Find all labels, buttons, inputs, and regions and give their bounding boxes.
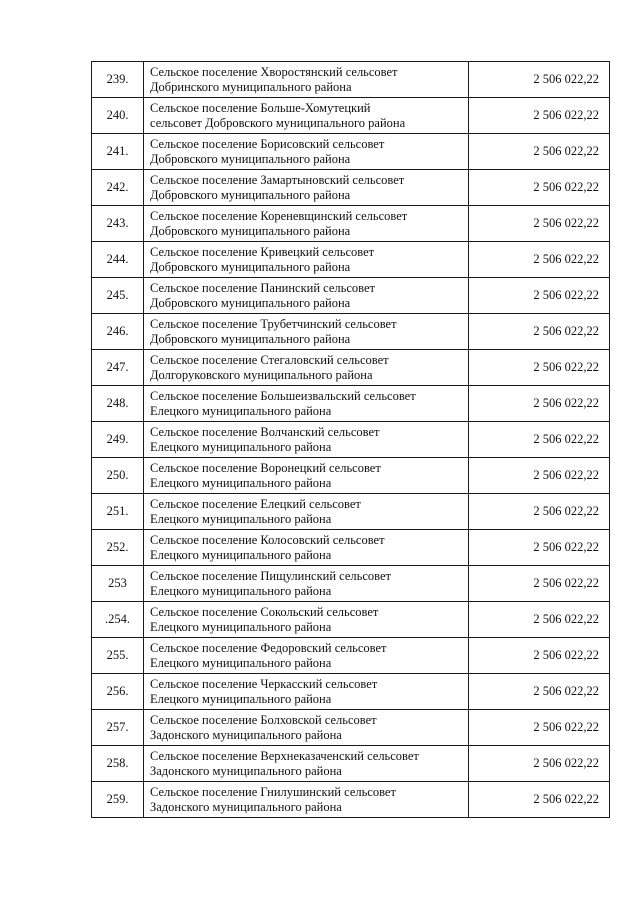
- settlements-table: [91, 61, 610, 818]
- settlement-name-line-2: Добровского муниципального района: [150, 223, 351, 238]
- settlement-name-line-1: Сельское поселение Хворостянский сельсовет: [150, 64, 398, 79]
- settlement-name-cell: [144, 638, 469, 674]
- amount-cell: 2 506 022,22: [469, 98, 610, 134]
- settlement-name-line-2: Задонского муниципального района: [150, 727, 342, 742]
- row-number: 240.: [92, 98, 144, 134]
- settlement-name-line-2: Добровского муниципального района: [150, 331, 351, 346]
- settlement-name-line-1: Сельское поселение Елецкий сельсовет: [150, 496, 361, 511]
- table-row: [92, 458, 610, 494]
- settlement-name-line-1: Сельское поселение Кривецкий сельсовет: [150, 244, 375, 259]
- row-number: 250.: [92, 458, 144, 494]
- table-row: [92, 674, 610, 710]
- settlement-name-line-2: Елецкого муниципального района: [150, 547, 332, 562]
- amount-cell: 2 506 022,22: [469, 242, 610, 278]
- amount-cell: 2 506 022,22: [469, 602, 610, 638]
- settlement-name-line-2: Елецкого муниципального района: [150, 403, 332, 418]
- row-number: 253: [92, 566, 144, 602]
- amount-cell: 2 506 022,22: [469, 386, 610, 422]
- settlement-name-cell: [144, 278, 469, 314]
- amount-cell: 2 506 022,22: [469, 314, 610, 350]
- amount-cell: 2 506 022,22: [469, 566, 610, 602]
- row-number: 239.: [92, 62, 144, 98]
- table-row: [92, 98, 610, 134]
- settlement-name-cell: [144, 602, 469, 638]
- amount-cell: 2 506 022,22: [469, 278, 610, 314]
- table-row: [92, 710, 610, 746]
- settlement-name-cell: [144, 314, 469, 350]
- settlement-name-cell: [144, 206, 469, 242]
- row-number: 252.: [92, 530, 144, 566]
- settlement-name-line-2: Елецкого муниципального района: [150, 475, 332, 490]
- amount-cell: 2 506 022,22: [469, 422, 610, 458]
- settlement-name-line-1: Сельское поселение Кореневщинский сельсовет: [150, 208, 408, 223]
- row-number: 248.: [92, 386, 144, 422]
- settlement-name-line-2: Елецкого муниципального района: [150, 439, 332, 454]
- table-row: [92, 422, 610, 458]
- table-row: [92, 242, 610, 278]
- settlement-name-line-2: Елецкого муниципального района: [150, 511, 332, 526]
- row-number: 243.: [92, 206, 144, 242]
- settlement-name-line-2: Елецкого муниципального района: [150, 655, 332, 670]
- settlement-name-cell: [144, 62, 469, 98]
- amount-cell: 2 506 022,22: [469, 62, 610, 98]
- row-number: .254.: [92, 602, 144, 638]
- table-row: [92, 494, 610, 530]
- settlement-name-cell: [144, 494, 469, 530]
- settlement-name-line-2: Добровского муниципального района: [150, 187, 351, 202]
- settlement-name-line-2: Добринского муниципального района: [150, 79, 352, 94]
- row-number: 257.: [92, 710, 144, 746]
- row-number: 241.: [92, 134, 144, 170]
- table-row: [92, 170, 610, 206]
- table-row: [92, 602, 610, 638]
- table-row: [92, 638, 610, 674]
- amount-cell: 2 506 022,22: [469, 494, 610, 530]
- table-row: [92, 566, 610, 602]
- settlement-name-line-1: Сельское поселение Пищулинский сельсовет: [150, 568, 391, 583]
- settlement-name-cell: [144, 530, 469, 566]
- settlement-name-line-1: Сельское поселение Большеизвальский сельсовет: [150, 388, 416, 403]
- settlement-name-line-1: Сельское поселение Замартыновский сельсовет: [150, 172, 405, 187]
- settlement-name-line-2: сельсовет Добровского муниципального района: [150, 115, 406, 130]
- row-number: 255.: [92, 638, 144, 674]
- settlement-name-line-2: Добровского муниципального района: [150, 151, 351, 166]
- row-number: 242.: [92, 170, 144, 206]
- settlement-name-cell: [144, 98, 469, 134]
- table-row: [92, 206, 610, 242]
- settlement-name-line-1: Сельское поселение Колосовский сельсовет: [150, 532, 385, 547]
- row-number: 259.: [92, 782, 144, 818]
- settlement-name-line-2: Добровского муниципального района: [150, 259, 351, 274]
- settlement-name-cell: [144, 458, 469, 494]
- table-row: [92, 782, 610, 818]
- table-body: [92, 62, 610, 818]
- settlement-name-line-1: Сельское поселение Панинский сельсовет: [150, 280, 375, 295]
- row-number: 256.: [92, 674, 144, 710]
- settlement-name-line-2: Добровского муниципального района: [150, 295, 351, 310]
- settlement-name-line-1: Сельское поселение Федоровский сельсовет: [150, 640, 387, 655]
- table-row: [92, 134, 610, 170]
- row-number: 247.: [92, 350, 144, 386]
- settlement-name-line-1: Сельское поселение Болховской сельсовет: [150, 712, 377, 727]
- settlement-name-line-1: Сельское поселение Черкасский сельсовет: [150, 676, 378, 691]
- settlement-name-cell: [144, 134, 469, 170]
- settlement-name-line-1: Сельское поселение Стегаловский сельсовет: [150, 352, 389, 367]
- amount-cell: 2 506 022,22: [469, 350, 610, 386]
- table-row: [92, 746, 610, 782]
- amount-cell: 2 506 022,22: [469, 746, 610, 782]
- table-row: [92, 350, 610, 386]
- settlement-name-cell: [144, 710, 469, 746]
- settlement-name-cell: [144, 674, 469, 710]
- row-number: 246.: [92, 314, 144, 350]
- settlement-name-line-1: Сельское поселение Гнилушинский сельсовет: [150, 784, 396, 799]
- settlement-name-line-1: Сельское поселение Волчанский сельсовет: [150, 424, 380, 439]
- settlement-name-line-2: Елецкого муниципального района: [150, 619, 332, 634]
- settlement-name-cell: [144, 746, 469, 782]
- settlement-name-line-1: Сельское поселение Воронецкий сельсовет: [150, 460, 381, 475]
- settlement-name-line-1: Сельское поселение Борисовский сельсовет: [150, 136, 385, 151]
- amount-cell: 2 506 022,22: [469, 458, 610, 494]
- amount-cell: 2 506 022,22: [469, 674, 610, 710]
- settlement-name-cell: [144, 350, 469, 386]
- settlement-name-line-2: Задонского муниципального района: [150, 799, 342, 814]
- settlement-name-cell: [144, 386, 469, 422]
- amount-cell: 2 506 022,22: [469, 710, 610, 746]
- amount-cell: 2 506 022,22: [469, 170, 610, 206]
- settlement-name-cell: [144, 566, 469, 602]
- row-number: 245.: [92, 278, 144, 314]
- settlement-name-line-2: Долгоруковского муниципального района: [150, 367, 373, 382]
- table-row: [92, 314, 610, 350]
- table-row: [92, 278, 610, 314]
- settlement-name-line-1: Сельское поселение Трубетчинский сельсовет: [150, 316, 397, 331]
- row-number: 249.: [92, 422, 144, 458]
- settlement-name-line-1: Сельское поселение Верхнеказаченский сельсовет: [150, 748, 419, 763]
- settlement-name-cell: [144, 242, 469, 278]
- table-row: [92, 530, 610, 566]
- amount-cell: 2 506 022,22: [469, 638, 610, 674]
- amount-cell: 2 506 022,22: [469, 206, 610, 242]
- settlement-name-cell: [144, 422, 469, 458]
- amount-cell: 2 506 022,22: [469, 530, 610, 566]
- settlement-name-cell: [144, 170, 469, 206]
- settlement-name-line-2: Елецкого муниципального района: [150, 583, 332, 598]
- settlement-name-cell: [144, 782, 469, 818]
- amount-cell: 2 506 022,22: [469, 134, 610, 170]
- row-number: 251.: [92, 494, 144, 530]
- row-number: 244.: [92, 242, 144, 278]
- amount-cell: 2 506 022,22: [469, 782, 610, 818]
- table-row: [92, 386, 610, 422]
- settlement-name-line-1: Сельское поселение Сокольский сельсовет: [150, 604, 379, 619]
- table-row: [92, 62, 610, 98]
- row-number: 258.: [92, 746, 144, 782]
- settlement-name-line-2: Елецкого муниципального района: [150, 691, 332, 706]
- settlement-name-line-1: Сельское поселение Больше-Хомутецкий: [150, 100, 371, 115]
- settlement-name-line-2: Задонского муниципального района: [150, 763, 342, 778]
